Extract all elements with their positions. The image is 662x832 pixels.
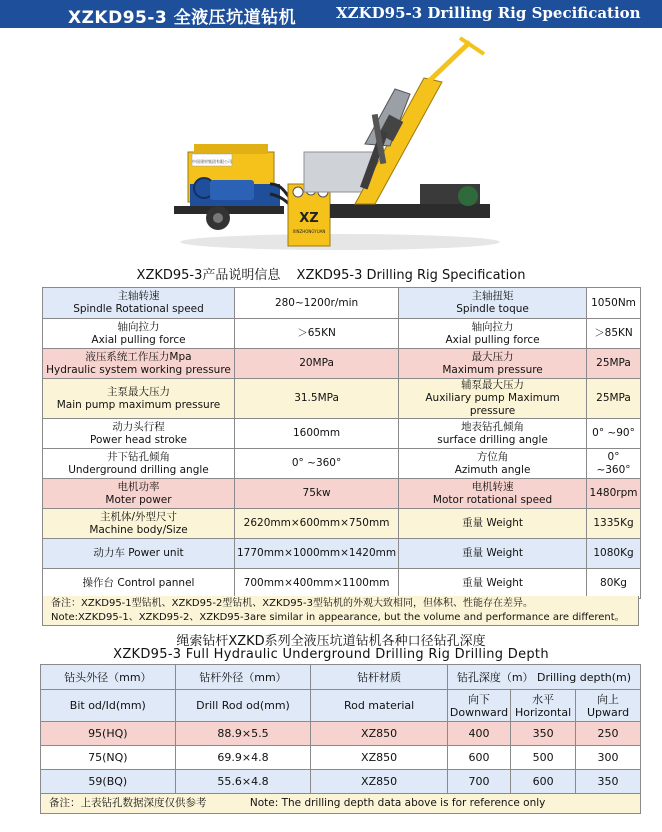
cell-upward: 250 [576,722,641,746]
header-material-en: Rod material [311,690,448,722]
header-horizontal: 水平 Horizontal [511,690,576,722]
spec-row [43,349,641,379]
brand-label: XINZHONGYUAN [292,229,326,234]
spec-value-left: 31.5MPa [234,379,398,419]
spec-caption-en: XZKD95-3 Drilling Rig Specification [296,268,526,283]
spec-caption-cn: XZKD95-3产品说明信息 [136,268,281,283]
spec-label-left: 主机体/外型尺寸 Machine body/Size [43,509,235,539]
cell-rod: 55.6×4.8 [175,770,311,794]
header-rod-cn: 钻杆外径（mm） [175,665,311,690]
cell-rod: 88.9×5.5 [175,722,311,746]
depth-header-row [41,690,641,722]
spec-value-right: 1050Nm [587,288,641,319]
spec-label-right: 辅泵最大压力 Auxiliary pump Maximum pressure [399,379,587,419]
spec-label-right: 轴向拉力 Axial pulling force [399,319,587,349]
spec-label-left: 液压系统工作压力Mpa Hydraulic system working pressure [43,349,235,379]
spec-label-right: 地表钻孔倾角 surface drilling angle [399,419,587,449]
table-row [41,770,641,794]
spec-row [43,319,641,349]
spec-label-right: 重量 Weight [399,539,587,569]
title-banner [0,0,662,28]
depth-subtitle-en: XZKD95-3 Full Hydraulic Underground Drilling Rig Drilling Depth [113,647,549,662]
cell-downward: 600 [447,746,510,770]
logo-mark: XZ [299,211,319,226]
spec-label-left: 动力车 Power unit [43,539,235,569]
table-row [41,722,641,746]
spec-label-left: 主泵最大压力 Main pump maximum pressure [43,379,235,419]
header-upward: 向上 Upward [576,690,641,722]
spec-label-left: 电机功率 Moter power [43,479,235,509]
spec-value-right: 1335Kg [587,509,641,539]
spec-label-right: 方位角 Azimuth angle [399,449,587,479]
spec-value-right: 25MPa [587,349,641,379]
spec-row [43,449,641,479]
spec-value-left: 20MPa [234,349,398,379]
cell-bit: 95(HQ) [41,722,176,746]
spec-label-right: 电机转速 Motor rotational speed [399,479,587,509]
header-bit-cn: 钻头外径（mm） [41,665,176,690]
spec-row [43,569,641,599]
spec-row [43,379,641,419]
spec-value-left: 0° ~360° [234,449,398,479]
spec-row [43,288,641,319]
header-bit-en: Bit od/Id(mm) [41,690,176,722]
spec-note-en: Note:XZKD95-1、XZKD95-2、XZKD95-3are similar in appearance, but the volume and performance are different。 [51,612,625,623]
spec-label-right: 主轴扭矩 Spindle toque [399,288,587,319]
cell-material: XZ850 [311,746,448,770]
spec-value-left: 75kw [234,479,398,509]
spec-label-right: 最大压力 Maximum pressure [399,349,587,379]
spec-label-left: 轴向拉力 Axial pulling force [43,319,235,349]
cell-material: XZ850 [311,722,448,746]
spec-value-left: ＞65KN [234,319,398,349]
header-downward: 向下 Downward [447,690,510,722]
cell-rod: 69.9×4.8 [175,746,311,770]
spec-label-left: 主轴转速 Spindle Rotational speed [43,288,235,319]
spec-label-left: 井下钻孔倾角 Underground drilling angle [43,449,235,479]
depth-footnote-en: Note: The drilling depth data above is for reference only [249,797,546,809]
cell-upward: 350 [576,770,641,794]
cell-downward: 400 [447,722,510,746]
spec-value-right: 25MPa [587,379,641,419]
spec-value-left: 2620mm×600mm×750mm [234,509,398,539]
depth-subtitle-cn: 绳索钻杆XZKD系列全液压坑道钻机各种口径钻孔深度 [176,634,486,649]
spec-label-left: 操作台 Control pannel [43,569,235,599]
spec-row [43,479,641,509]
spec-caption [0,264,662,283]
title-cn: XZKD95-3 全液压坑道钻机 [68,8,297,28]
depth-footnote-cn: 备注：上表钻孔数据深度仅供参考 [49,797,207,809]
spec-value-left: 1600mm [234,419,398,449]
spec-value-right: 0° ~360° [587,449,641,479]
cell-horizontal: 600 [511,770,576,794]
cell-horizontal: 500 [511,746,576,770]
cell-horizontal: 350 [511,722,576,746]
cell-upward: 300 [576,746,641,770]
header-material-cn: 钻杆材质 [311,665,448,690]
spec-note [42,596,639,626]
drilling-rig-image [170,34,500,254]
spec-value-right: 80Kg [587,569,641,599]
spec-row [43,509,641,539]
spec-table [42,287,641,599]
spec-label-left: 动力头行程 Power head stroke [43,419,235,449]
spec-note-cn: 备注：XZKD95-1型钻机、XZKD95-2型钻机、XZKD95-3型钻机的外观大致相同，但体积、性能存在差异。 [51,598,533,609]
header-rod-en: Drill Rod od(mm) [175,690,311,722]
cell-material: XZ850 [311,770,448,794]
title-en: XZKD95-3 Drilling Rig Specification [336,4,641,22]
depth-header-row [41,665,641,690]
depth-footnote [40,794,641,814]
spec-row [43,539,641,569]
header-depth: 钻孔深度（m） Drilling depth(m) [447,665,640,690]
cell-bit: 75(NQ) [41,746,176,770]
spec-label-right: 重量 Weight [399,509,587,539]
cell-downward: 700 [447,770,510,794]
spec-value-left: 280~1200r/min [234,288,398,319]
spec-label-right: 重量 Weight [399,569,587,599]
spec-value-left: 700mm×400mm×1100mm [234,569,398,599]
spec-value-right: 1080Kg [587,539,641,569]
spec-row [43,419,641,449]
spec-value-left: 1770mm×1000mm×1420mm [234,539,398,569]
panel-label: 中国建材集团有限公司 [192,159,232,164]
spec-value-right: ＞85KN [587,319,641,349]
table-row [41,746,641,770]
cell-bit: 59(BQ) [41,770,176,794]
spec-value-right: 0° ~90° [587,419,641,449]
spec-value-right: 1480rpm [587,479,641,509]
depth-table [40,664,641,794]
